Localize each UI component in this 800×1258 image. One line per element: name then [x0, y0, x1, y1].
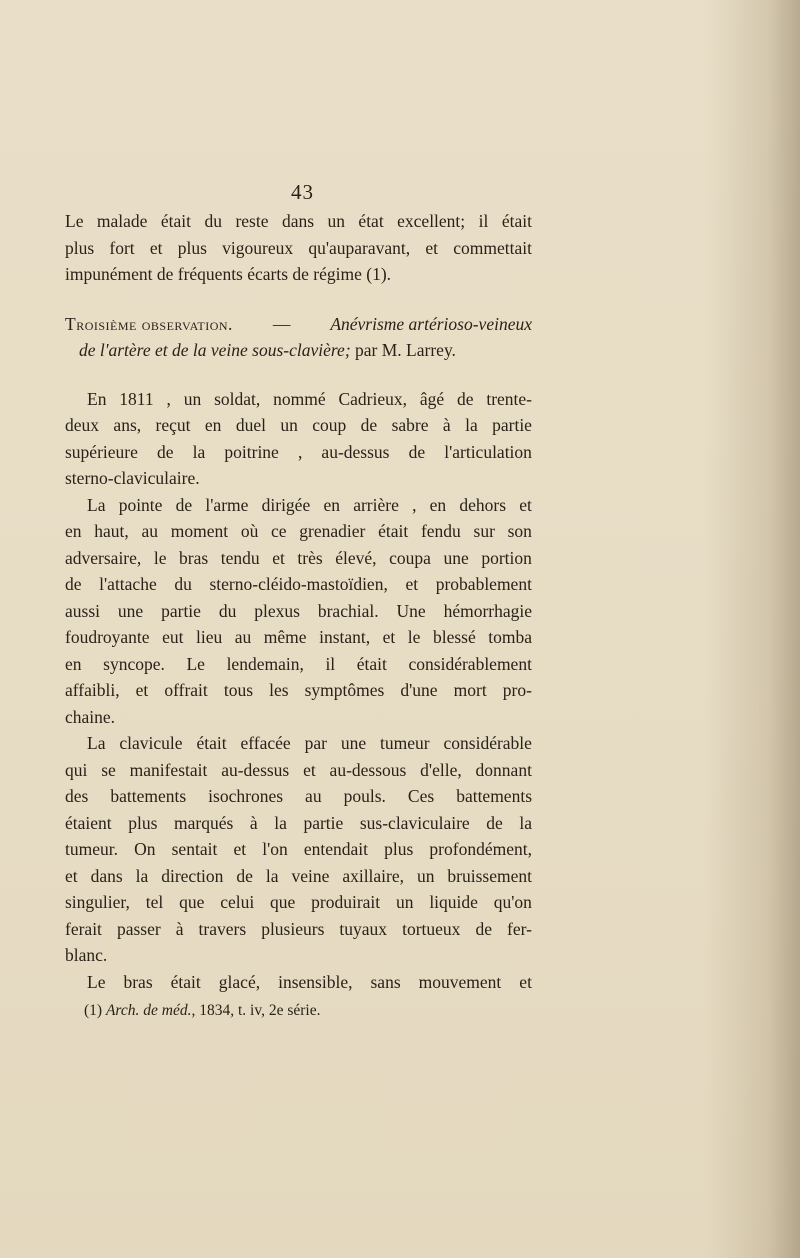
paragraph-4: [65, 730, 532, 969]
text-line: singulier, tel que celui que produirait un liquide qu'on: [65, 892, 532, 912]
text-line: des battements isochrones au pouls. Ces battements: [65, 786, 532, 806]
text-line: adversaire, le bras tendu et très élevé, coupa une portion: [65, 547, 532, 568]
footnote-marker: (1): [84, 1002, 103, 1019]
text-line: ferait passer à travers plusieurs tuyaux tortueux de fer-: [65, 918, 532, 939]
text-line: étaient plus marqués à la partie sus-claviculaire de la: [65, 812, 532, 833]
footnote-details: , 1834, t. iv, 2e série.: [191, 1002, 321, 1019]
text-line: tumeur. On sentait et l'on entendait plus profondément,: [65, 839, 532, 859]
text-line: qui se manifestait au-dessus et au-dessous d'elle, donnant: [65, 759, 532, 780]
paragraph-1: [65, 208, 532, 288]
text-line: foudroyante eut lieu au même instant, et le blessé tomba: [65, 627, 532, 647]
paragraph-5: [65, 969, 532, 996]
paragraph-3: [65, 492, 532, 731]
text-line: de l'attache du sterno-cléido-mastoïdien, et probablement: [65, 574, 532, 594]
heading-title-1: Anévrisme artérioso-veineux: [330, 313, 532, 334]
heading-title-2: de l'artère et de la veine sous-clavière;: [79, 340, 351, 360]
text-line: chaine.: [65, 706, 116, 727]
text-line: En 1811 , un soldat, nommé Cadrieux, âgé de trente-: [87, 388, 532, 409]
text-line: Le bras était glacé, insensible, sans mouvement et: [87, 971, 532, 992]
paragraph-2: [65, 386, 532, 492]
text-line: en haut, au moment où ce grenadier était fendu sur son: [65, 521, 532, 541]
heading-dash: —: [272, 313, 291, 334]
text-line: impunément de fréquents écarts de régime (1).: [65, 264, 392, 284]
text-line: La pointe de l'arme dirigée en arrière , en dehors et: [87, 494, 532, 515]
heading-label: Troisième observation.: [65, 313, 233, 334]
text-line: sterno-claviculaire.: [65, 468, 200, 488]
text-line: deux ans, reçut en duel un coup de sabre à la partie: [65, 415, 532, 435]
text-line: en syncope. Le lendemain, il était considérablement: [65, 653, 532, 674]
heading-author: par M. Larrey.: [355, 340, 456, 360]
text-line: affaibli, et offrait tous les symptômes d'une mort pro-: [65, 680, 532, 700]
body-text: [65, 208, 532, 995]
page-number: 43: [291, 180, 314, 204]
text-line: La clavicule était effacée par une tumeur considérable: [87, 733, 532, 753]
text-line: plus fort et plus vigoureux qu'auparavant, et commettait: [65, 237, 532, 258]
text-line: Le malade était du reste dans un état excellent; il était: [65, 211, 532, 231]
text-line: et dans la direction de la veine axillaire, un bruissement: [65, 865, 532, 886]
text-line: aussi une partie du plexus brachial. Une hémorrhagie: [65, 600, 532, 621]
observation-heading: [65, 311, 532, 364]
footnote-source: Arch. de méd.: [105, 1002, 192, 1019]
footnote: [84, 1002, 320, 1020]
text-line: blanc.: [65, 945, 108, 965]
text-line: supérieure de la poitrine , au-dessus de l'articulation: [65, 441, 532, 462]
